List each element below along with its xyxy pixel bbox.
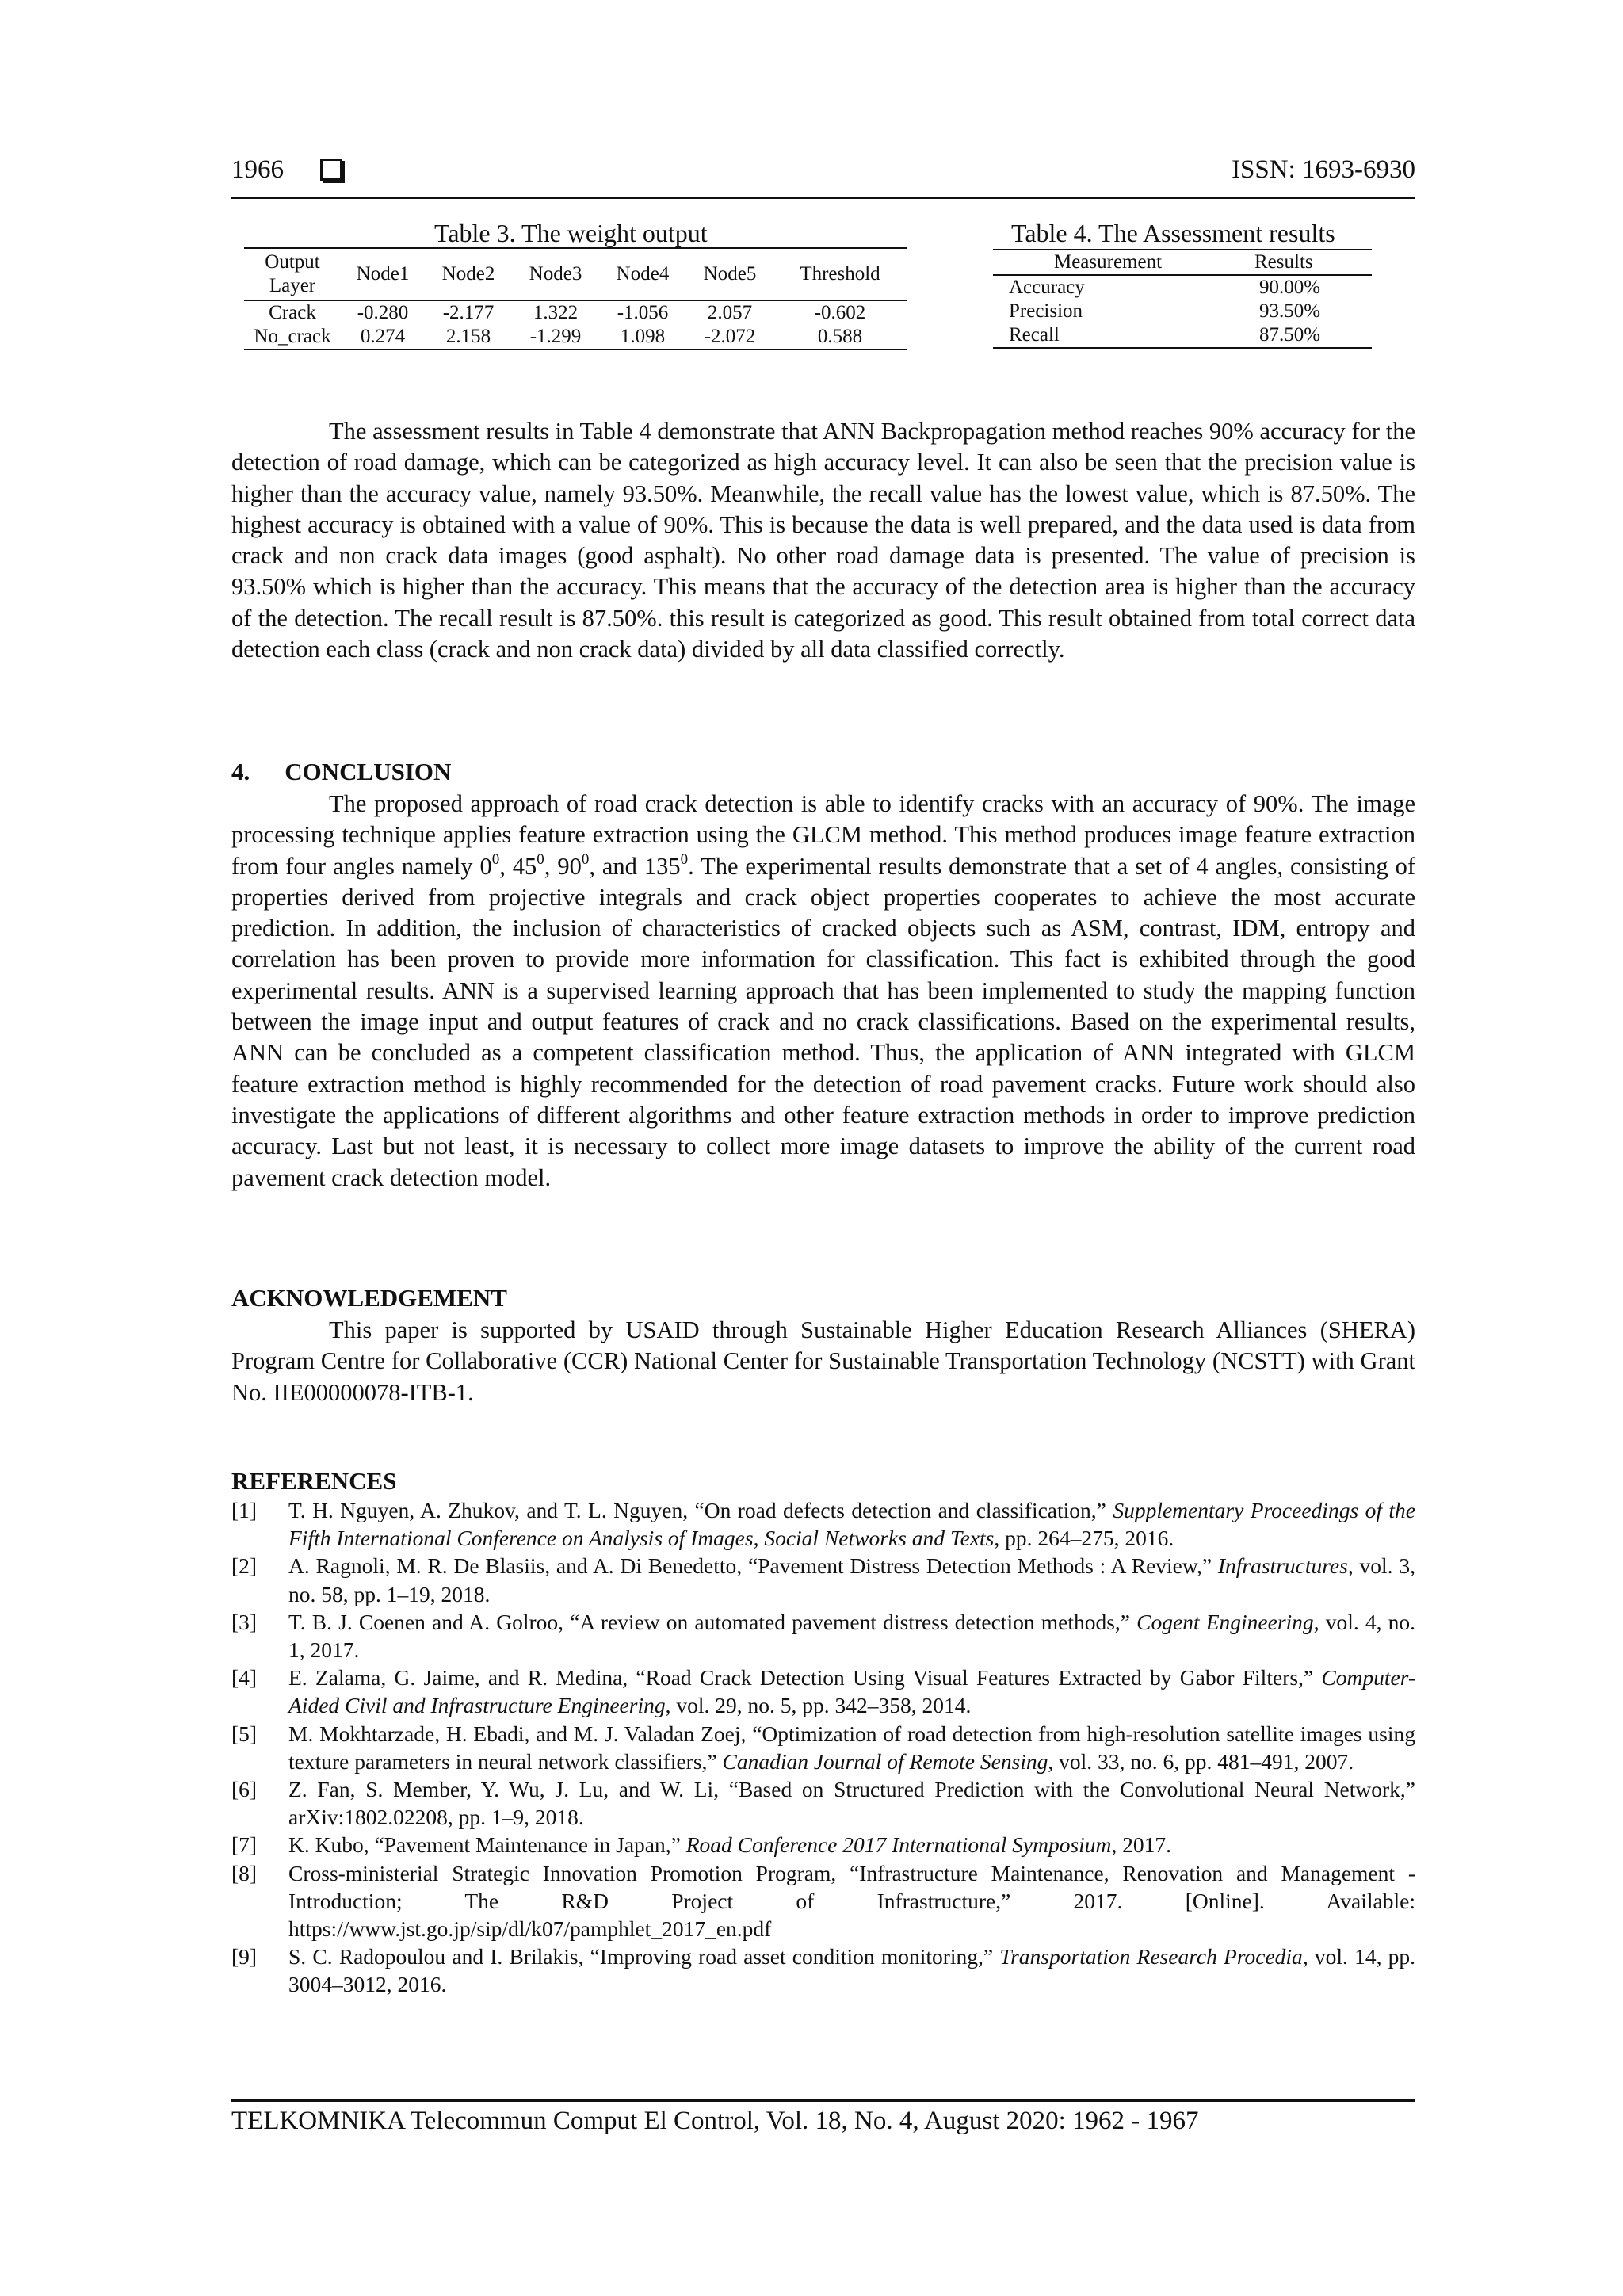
reference-source: Canadian Journal of Remote Sensing	[722, 1748, 1048, 1774]
degree-superscript: 0	[537, 850, 544, 868]
reference-item	[231, 1775, 1415, 1831]
table-cell: 93.50%	[1259, 300, 1321, 322]
section-number: 4.	[231, 758, 250, 785]
conclusion-angle-90: , 90	[544, 852, 582, 880]
reference-details: , vol. 33, no. 6, pp. 481–491, 2007.	[1048, 1748, 1354, 1774]
table-cell: -2.072	[686, 325, 773, 350]
reference-details: , vol. 3, no. 58, pp. 1–19, 2018.	[288, 1553, 1415, 1606]
reference-text: E. Zalama, G. Jaime, and R. Medina, “Road Crack Detection Using Visual Features Extracted by Gabor Filters,”	[288, 1665, 1322, 1690]
reference-text: S. C. Radopoulou and I. Brilakis, “Improving road asset condition monitoring,”	[288, 1944, 1000, 1969]
reference-text: K. Kubo, “Pavement Maintenance in Japan,”	[288, 1832, 686, 1858]
reference-number: [7]	[231, 1832, 258, 1858]
reference-item	[231, 1831, 1415, 1859]
table-row	[244, 325, 907, 350]
reference-item	[231, 1552, 1415, 1607]
table4-header-cell: Results	[1223, 250, 1372, 275]
reference-text: M. Mokhtarzade, H. Ebadi, and M. J. Valadan Zoej, “Optimization of road detection from high-resolution satellite images using texture parameters in neural network classifiers,”	[288, 1721, 1415, 1774]
reference-text: Z. Fan, S. Member, Y. Wu, J. Lu, and W. Li, “Based on Structured Prediction with the Convolutional Neural Network,” arXiv:1802.02208, pp. 1–9, 2018.	[288, 1777, 1415, 1830]
table-cell: -1.056	[617, 302, 669, 323]
references-heading: REFERENCES	[231, 1467, 397, 1495]
reference-number: [2]	[231, 1553, 258, 1579]
acknowledgement-text: This paper is supported by USAID through Sustainable Higher Education Research Alliances (SHERA) Program Centre for Collaborative (CCR) National Center for Sustainable Transportation Technology (NCSTT) with Grant No. IIE00000078-ITB-1.	[231, 1316, 1415, 1406]
conclusion-angle-45: , 45	[499, 852, 537, 880]
table3-header-cell: Node5	[686, 248, 773, 300]
table-cell: -0.602	[814, 302, 866, 323]
table3-header-cell: Node2	[425, 248, 512, 300]
table3-header-cell: Node4	[599, 248, 686, 300]
reference-number: [3]	[231, 1609, 258, 1634]
reference-source: Cogent Engineering	[1136, 1609, 1314, 1634]
table3-header-cell: Node1	[341, 248, 425, 300]
reference-source: Infrastructures	[1217, 1553, 1348, 1579]
reference-number: [4]	[231, 1665, 258, 1690]
reference-item	[231, 1664, 1415, 1719]
reference-source: Road Conference 2017 International Symposium	[685, 1832, 1112, 1858]
table-cell: 0.274	[341, 325, 425, 350]
assessment-text: The assessment results in Table 4 demonstrate that ANN Backpropagation method reaches 90% accuracy for the detection of road damage, which can be categorized as high accuracy level. It can also be seen that the precision value is higher than the accuracy value, namely 93.50%. Meanwhile, the recall value has the lowest value, which is 87.50%. The highest accuracy is obtained with a value of 90%. This is because the data is well prepared, and the data used is data from crack and non crack data images (good asphalt). No other road damage data is presented. The value of precision is 93.50% which is higher than the accuracy. This means that the accuracy of the detection area is higher than the accuracy of the detection. The recall result is 87.50%. this result is categorized as good. This result obtained from total correct data detection each class (crack and non crack data) divided by all data classified correctly.	[231, 418, 1415, 663]
reference-number: [8]	[231, 1860, 258, 1885]
table3-header-cell: Output Layer	[244, 248, 341, 300]
table-cell: Crack	[269, 302, 316, 323]
table3-weight-output	[244, 247, 907, 350]
footer-citation: TELKOMNIKA Telecommun Comput El Control, Vol. 18, No. 4, August 2020: 1962 - 1967	[231, 2107, 1199, 2135]
conclusion-heading	[231, 758, 451, 786]
page-number: 1966	[231, 155, 284, 184]
table-cell: Accuracy	[1009, 277, 1085, 298]
reference-number: [9]	[231, 1944, 258, 1969]
degree-superscript: 0	[680, 850, 689, 868]
reference-item	[231, 1496, 1415, 1552]
table-cell: 87.50%	[1223, 323, 1372, 348]
page-footer	[231, 2099, 1415, 2136]
conclusion-angle-135: , and 135	[589, 852, 681, 880]
reference-item	[231, 1608, 1415, 1664]
section-title: CONCLUSION	[285, 758, 452, 785]
table-row	[993, 300, 1372, 323]
table-cell: 0.588	[773, 325, 907, 350]
table3-caption: Table 3. The weight output	[434, 219, 708, 247]
reference-details: , vol. 14, pp. 3004–3012, 2016.	[288, 1944, 1415, 1997]
reference-source: Transportation Research Procedia	[999, 1944, 1303, 1969]
assessment-paragraph	[231, 416, 1415, 665]
table-cell: 1.322	[533, 302, 579, 323]
square-bullet-icon	[320, 159, 342, 181]
reference-details: , pp. 264–275, 2016.	[994, 1526, 1174, 1551]
table3-header-row	[244, 248, 907, 300]
issn-label: ISSN: 1693-6930	[1232, 155, 1415, 184]
reference-details: , vol. 4, no. 1, 2017.	[288, 1609, 1416, 1663]
table-cell: 1.098	[599, 325, 686, 350]
degree-superscript: 0	[581, 850, 590, 868]
degree-superscript: 0	[491, 850, 500, 868]
table-cell: -1.299	[512, 325, 599, 350]
table-row	[993, 323, 1372, 348]
references-list	[231, 1496, 1415, 1999]
table3-header-cell: Node3	[512, 248, 599, 300]
table-cell: Precision	[1009, 300, 1083, 322]
reference-number: [5]	[231, 1721, 258, 1746]
reference-details: , 2017.	[1111, 1832, 1172, 1858]
table-cell: 2.158	[425, 325, 512, 350]
reference-number: [1]	[231, 1498, 258, 1522]
table-row	[244, 300, 907, 325]
acknowledgement-heading: ACKNOWLEDGEMENT	[231, 1284, 507, 1312]
table-cell: 2.057	[707, 302, 753, 323]
table-cell: 90.00%	[1259, 277, 1321, 298]
conclusion-text-part2: . The experimental results demonstrate that a set of 4 angles, consisting of properties derived from projective integrals and crack object properties cooperates to achieve the most accurate prediction. In addition, the inclusion of characteristics of cracked objects such as ASM, contrast, IDM, entropy and correlation has been proven to provide more information for classification. This fact is exhibited through the good experimental results. ANN is a supervised learning approach that has been implemented to study the mapping function between the image input and output features of crack and no crack classifications. Based on the experimental results, ANN can be concluded as a competent classification method. Thus, the application of ANN integrated with GLCM feature extraction method is highly recommended for the detection of road pavement cracks. Future work should also investigate the applications of different algorithms and other feature extraction methods in order to improve prediction accuracy. Last but not least, it is necessary to collect more image datasets to improve the ability of the current road pavement crack detection model.	[231, 852, 1415, 1191]
reference-item	[231, 1859, 1415, 1943]
table4-caption: Table 4. The Assessment results	[1011, 219, 1335, 247]
reference-text: Cross-ministerial Strategic Innovation Promotion Program, “Infrastructure Maintenance, Renovation and Management - Introduction; The R&D Project of Infrastructure,” 2017. [Online]. Available: https://www.jst.go.jp/sip/dl/k07/pamphlet_2017_en.pdf	[288, 1860, 1415, 1942]
conclusion-paragraph	[231, 789, 1415, 1194]
table4-assessment-results	[993, 249, 1372, 349]
reference-text: A. Ragnoli, M. R. De Blasiis, and A. Di Benedetto, “Pavement Distress Detection Methods : A Review,”	[288, 1553, 1218, 1579]
reference-text: T. H. Nguyen, A. Zhukov, and T. L. Nguyen, “On road defects detection and classification,”	[288, 1498, 1113, 1522]
reference-number: [6]	[231, 1777, 258, 1802]
table-cell: -0.280	[357, 302, 409, 323]
acknowledgement-paragraph	[231, 1315, 1415, 1408]
reference-item	[231, 1943, 1415, 1998]
table-cell: No_crack	[244, 325, 341, 350]
conclusion-text-part1: The proposed approach of road crack detection is able to identify cracks with an accuracy of 90%. The image processing technique applies feature extraction using the GLCM method. This method produces image feature extraction from four angles namely 0	[231, 790, 1415, 880]
table-row	[993, 275, 1372, 300]
reference-source: Supplementary Proceedings of the Fifth International Conference on Analysis of Images, Social Networks and Texts	[288, 1498, 1415, 1551]
page-header	[231, 151, 1415, 199]
table4-header-row	[993, 250, 1372, 275]
table4-header-cell: Measurement	[993, 250, 1223, 275]
reference-text: T. B. J. Coenen and A. Golroo, “A review on automated pavement distress detection methods,”	[288, 1609, 1137, 1634]
reference-source: Computer-Aided Civil and Infrastructure Engineering	[288, 1665, 1415, 1718]
reference-details: , vol. 29, no. 5, pp. 342–358, 2014.	[665, 1693, 972, 1718]
table-cell: -2.177	[442, 302, 495, 323]
table3-header-cell: Threshold	[773, 248, 907, 300]
table-cell: Recall	[993, 323, 1223, 348]
reference-item	[231, 1720, 1415, 1775]
